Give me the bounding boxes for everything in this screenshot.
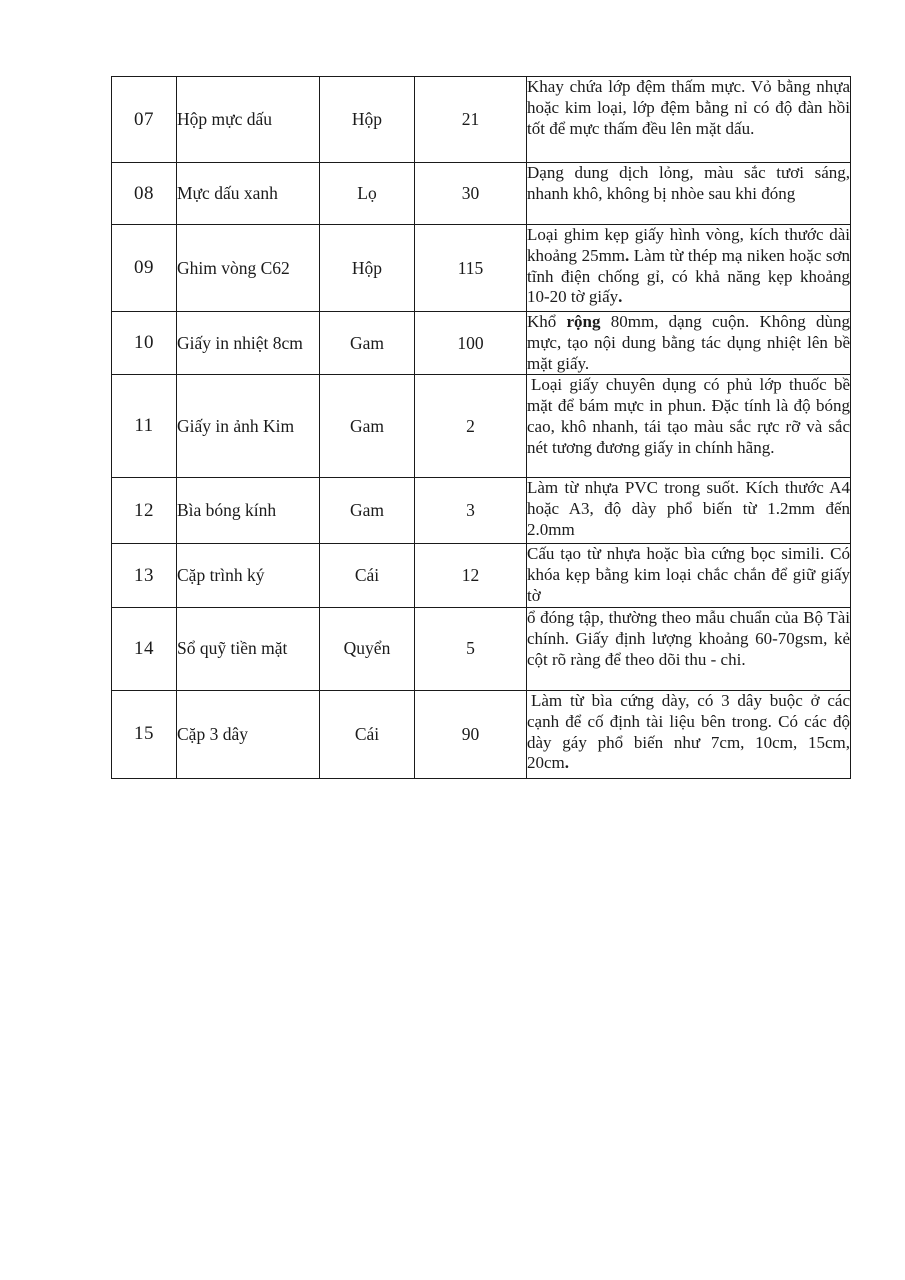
row-number-cell: 09 [112, 225, 177, 312]
description-text: . [625, 245, 630, 265]
item-name-cell: Giấy in ảnh Kim [177, 375, 320, 478]
table-row [112, 544, 851, 607]
quantity-cell: 90 [415, 690, 527, 778]
description-cell [527, 77, 851, 163]
item-name-cell: Hộp mực dấu [177, 77, 320, 163]
description-text: ổ đóng tập, thường theo mẫu chuẩn của Bộ Tài chính. Giấy định lượng khoảng 60-70gsm, kẻ cột rõ ràng để theo dõi thu - chi. [527, 607, 850, 669]
quantity-cell: 2 [415, 375, 527, 478]
description-text: Loại ghim kẹp giấy hình vòng, kích thước dài khoảng 25mm [527, 225, 850, 265]
item-name-cell: Cặp trình ký [177, 544, 320, 607]
quantity-cell: 3 [415, 478, 527, 544]
item-name-cell: Bìa bóng kính [177, 478, 320, 544]
row-number-cell: 08 [112, 163, 177, 225]
description-cell [527, 607, 851, 690]
quantity-cell: 5 [415, 607, 527, 690]
supplies-table-body [112, 77, 851, 779]
description-text: . [618, 287, 623, 307]
description-cell [527, 375, 851, 478]
description-cell [527, 478, 851, 544]
description-text: 80mm, dạng cuộn. Không dùng mực, tạo nội dung bằng tác dụng nhiệt lên bề mặt giấy. [527, 312, 850, 373]
table-row [112, 225, 851, 312]
table-row [112, 690, 851, 778]
description-cell [527, 225, 851, 312]
description-cell [527, 312, 851, 375]
row-number-cell: 07 [112, 77, 177, 163]
table-row [112, 163, 851, 225]
row-number-cell: 11 [112, 375, 177, 478]
quantity-cell: 30 [415, 163, 527, 225]
item-name-cell: Giấy in nhiệt 8cm [177, 312, 320, 375]
description-text: Dạng dung dịch lỏng, màu sắc tươi sáng, nhanh khô, không bị nhòe sau khi đóng [527, 163, 850, 203]
unit-cell: Hộp [320, 225, 415, 312]
table-row [112, 77, 851, 163]
row-number-cell: 15 [112, 690, 177, 778]
table-row [112, 478, 851, 544]
description-text: rộng [566, 312, 601, 331]
row-number-cell: 12 [112, 478, 177, 544]
table-row [112, 375, 851, 478]
description-text: Làm từ nhựa PVC trong suốt. Kích thước A4 hoặc A3, độ dày phổ biến từ 1.2mm đến 2.0mm [527, 478, 850, 540]
item-name-cell: Ghim vòng C62 [177, 225, 320, 312]
description-text: Cấu tạo từ nhựa hoặc bìa cứng bọc simili. Có khóa kẹp bằng kim loại chắc chắn để giữ giấy tờ [527, 544, 850, 606]
description-text: Khay chứa lớp đệm thấm mực. Vỏ bằng nhựa hoặc kim loại, lớp đệm bằng nỉ có độ đàn hồi tốt để mực thấm đều lên mặt dấu. [527, 77, 850, 138]
row-number-cell: 14 [112, 607, 177, 690]
unit-cell: Lọ [320, 163, 415, 225]
row-number-cell: 10 [112, 312, 177, 375]
table-row [112, 607, 851, 690]
quantity-cell: 115 [415, 225, 527, 312]
description-cell [527, 544, 851, 607]
description-text: Loại giấy chuyên dụng có phủ lớp thuốc bề mặt để bám mực in phun. Đặc tính là độ bóng cao, khô nhanh, tái tạo màu sắc rực rỡ và sắc nét tương đương giấy in chính hãng. [527, 375, 850, 457]
unit-cell: Cái [320, 690, 415, 778]
item-name-cell: Sổ quỹ tiền mặt [177, 607, 320, 690]
description-text: Làm từ thép mạ niken hoặc sơn tĩnh điện chống gỉ, có khả năng kẹp khoảng 10-20 tờ giấy [527, 245, 850, 307]
unit-cell: Gam [320, 478, 415, 544]
description-cell [527, 163, 851, 225]
description-text: . [564, 753, 570, 773]
supplies-table [111, 76, 851, 779]
item-name-cell: Mực dấu xanh [177, 163, 320, 225]
description-text: Khổ [527, 312, 567, 331]
description-text: Làm từ bìa cứng dày, có 3 dây buộc ở các cạnh để cố định tài liệu bên trong. Có các độ dày gáy phổ biến như 7cm, 10cm, 15cm, 20cm [527, 690, 850, 773]
item-name-cell: Cặp 3 dây [177, 690, 320, 778]
quantity-cell: 21 [415, 77, 527, 163]
unit-cell: Quyển [320, 607, 415, 690]
description-cell [527, 690, 851, 778]
unit-cell: Hộp [320, 77, 415, 163]
quantity-cell: 12 [415, 544, 527, 607]
table-row [112, 312, 851, 375]
quantity-cell: 100 [415, 312, 527, 375]
row-number-cell: 13 [112, 544, 177, 607]
unit-cell: Gam [320, 375, 415, 478]
unit-cell: Gam [320, 312, 415, 375]
unit-cell: Cái [320, 544, 415, 607]
